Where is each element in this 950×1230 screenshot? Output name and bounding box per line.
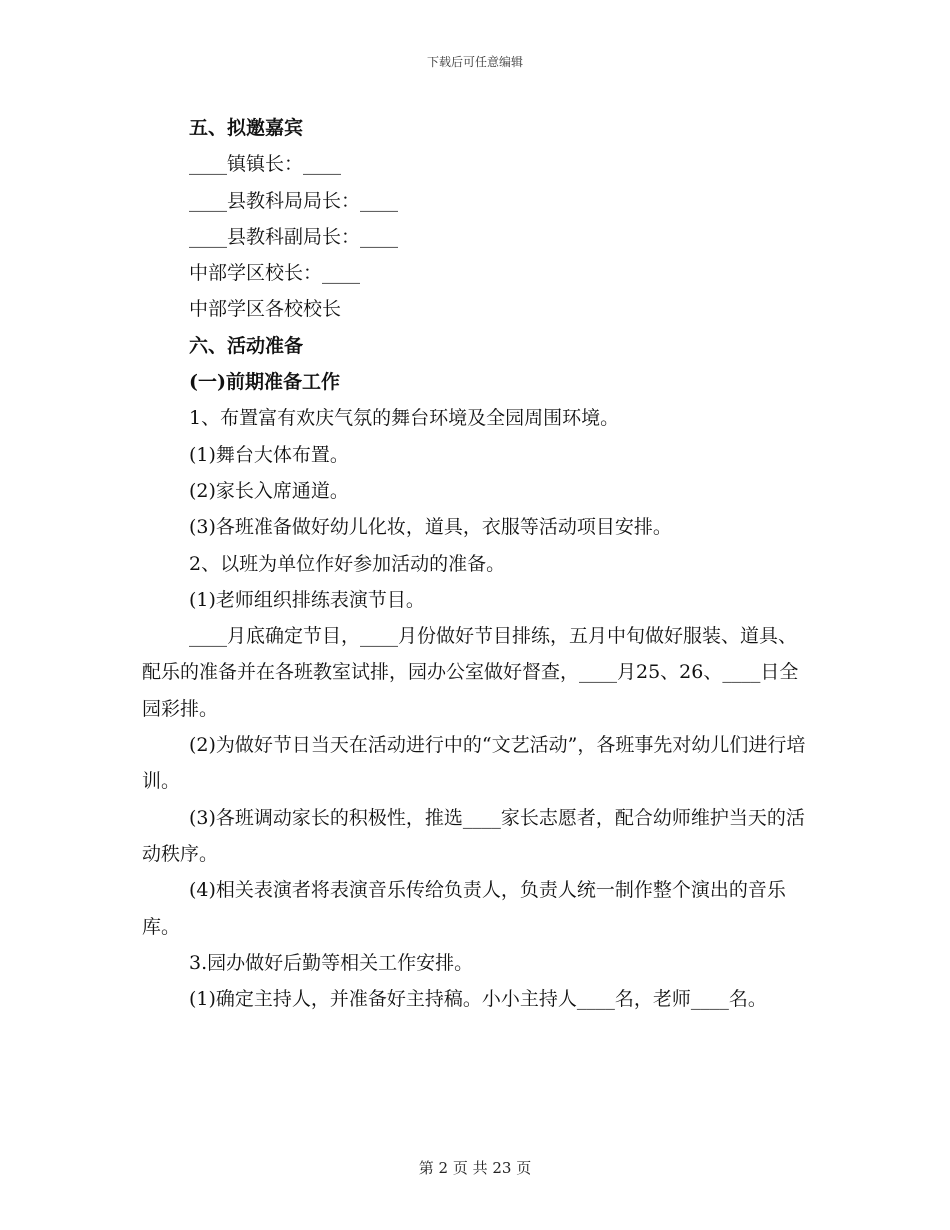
paragraph: ____县教科局局长：____ — [189, 189, 399, 212]
document-body — [142, 110, 810, 1017]
paragraph: ____镇镇长：____ — [189, 153, 342, 176]
paragraph: ____月底确定节目，____月份做好节目排练，五月中旬做好服装、道具、配乐的准备并在各班教室试排，园办公室做好督查，____月25、26、____日全园彩排。 — [142, 625, 799, 720]
paragraph: (1)确定主持人，并准备好主持稿。小小主持人____名，老师____名。 — [189, 988, 767, 1011]
paragraph: (3)各班调动家长的积极性，推选____家长志愿者，配合幼师维护当天的活动秩序。 — [142, 806, 805, 865]
paragraph: (1)舞台大体布置。 — [189, 443, 349, 466]
paragraph: (2)为做好节日当天在活动进行中的“文艺活动”，各班事先对幼儿们进行培训。 — [142, 734, 806, 793]
page-footer: 第 2 页 共 23 页 — [418, 1159, 532, 1177]
paragraph: (3)各班准备做好幼儿化妆，道具，衣服等活动项目安排。 — [189, 516, 672, 539]
paragraph: (2)家长入席通道。 — [189, 479, 349, 502]
paragraph: 中部学区各校校长 — [189, 298, 342, 321]
paragraph: 六、活动准备 — [189, 334, 304, 357]
paragraph: 中部学区校长：____ — [189, 262, 361, 285]
page-header: 下载后可任意编辑 — [426, 55, 523, 69]
paragraph: ____县教科副局长：____ — [189, 225, 399, 248]
paragraph: 五、拟邀嘉宾 — [189, 117, 304, 139]
paragraph: 2、以班为单位作好参加活动的准备。 — [189, 552, 506, 575]
paragraph: (1)老师组织排练表演节目。 — [189, 588, 425, 611]
paragraph: 1、布置富有欢庆气氛的舞台环境及全园周围环境。 — [189, 407, 620, 430]
paragraph: (4)相关表演者将表演音乐传给负责人，负责人统一制作整个演出的音乐库。 — [142, 879, 786, 938]
paragraph: 3.园办做好后勤等相关工作安排。 — [189, 951, 474, 974]
paragraph: (一)前期准备工作 — [189, 371, 340, 394]
